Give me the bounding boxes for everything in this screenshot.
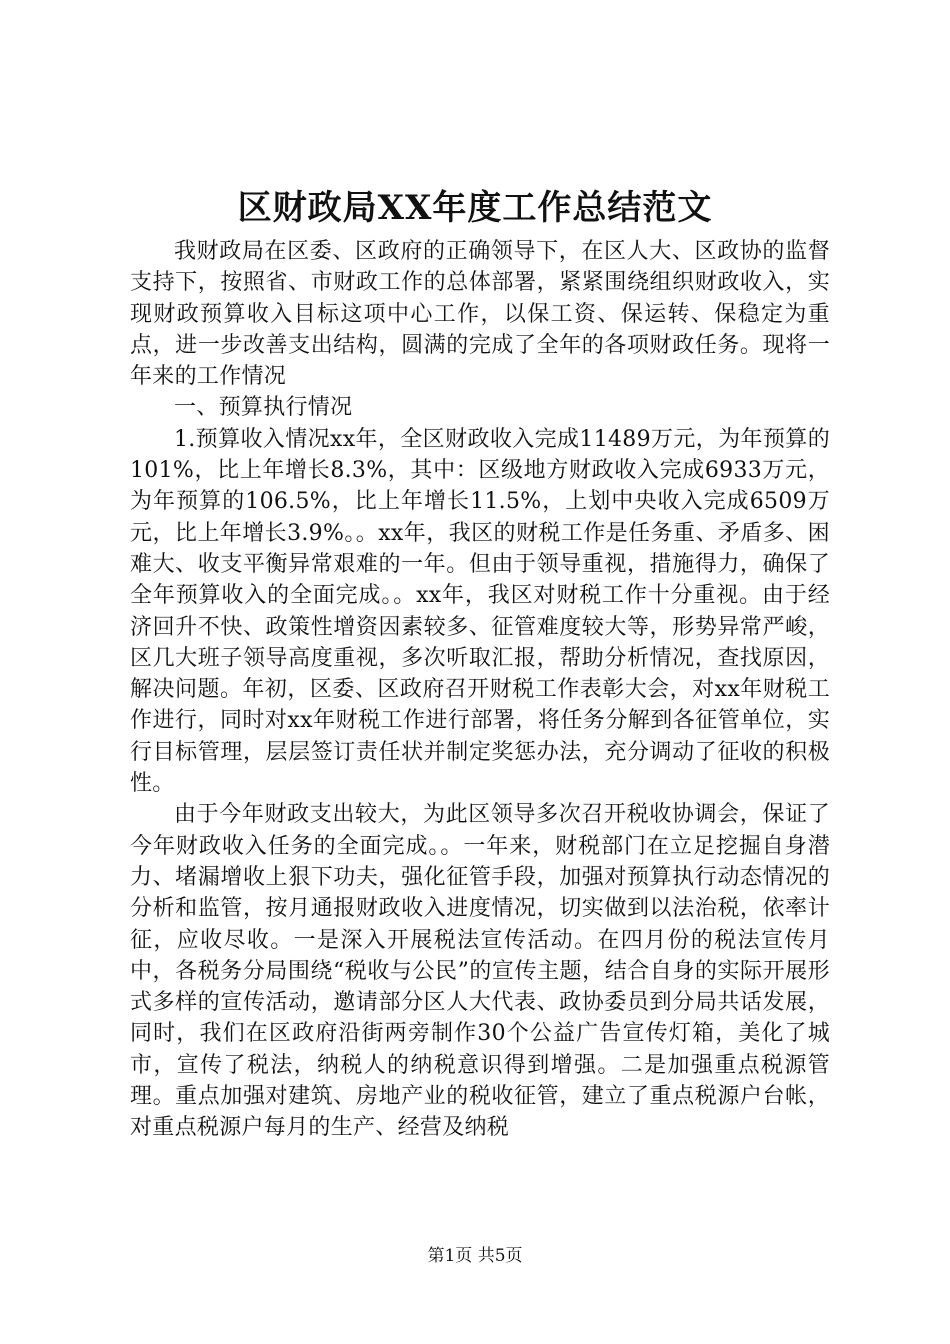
section-heading-budget-execution: 一、预算执行情况	[174, 395, 353, 421]
page-number-footer: 第1页 共5页	[427, 1246, 523, 1266]
document-title: 区财政局XX年度工作总结范文	[237, 188, 713, 228]
paragraph-intro: 我财政局在区委、区政府的正确领导下，在区人大、区政协的监督支持下，按照省、市财政工作的总体部署，紧紧围绕组织财政收入，实现财政预算收入目标这项中心工作，以保工资、保运转、保稳定为重点，进一步改善支出结构，圆满的完成了全年的各项财政任务。现将一年来的工作情况	[130, 239, 830, 390]
paragraph-budget-revenue: 1.预算收入情况xx年，全区财政收入完成11489万元，为年预算的101%，比上年增长8.3%，其中：区级地方财政收入完成6933万元，为年预算的106.5%，比上年增长11.5%，上划中央收入完成6509万元，比上年增长3.9%。。xx年，我区的财税工作是任务重、矛盾多、困难大、收支平衡异常艰难的一年。但由于领导重视，措施得力，确保了全年预算收入的全面完成。。xx年，我区对财税工作十分重视。由于经济回升不快、政策性增资因素较多、征管难度较大等，形势异常严峻，区几大班子领导高度重视，多次听取汇报，帮助分析情况，查找原因，解决问题。年初，区委、区政府召开财税工作表彰大会，对xx年财税工作进行，同时对xx年财税工作进行部署，将任务分解到各征管单位，实行目标管理，层层签订责任状并制定奖惩办法，充分调动了征收的积极性。	[130, 426, 830, 797]
paragraph-tax-measures: 由于今年财政支出较大，为此区领导多次召开税收协调会，保证了今年财政收入任务的全面完成。。一年来，财税部门在立足挖掘自身潜力、堵漏增收上狠下功夫，强化征管手段，加强对预算执行动态情况的分析和监管，按月通报财政收入进度情况，切实做到以法治税，依率计征，应收尽收。一是深入开展税法宣传活动。在四月份的税法宣传月中，各税务分局围绕“税收与公民”的宣传主题，结合自身的实际开展形式多样的宣传活动，邀请部分区人大代表、政协委员到分局共话发展，同时，我们在区政府沿街两旁制作30个公益广告宣传灯箱，美化了城市，宣传了税法，纳税人的纳税意识得到增强。二是加强重点税源管理。重点加强对建筑、房地产业的税收征管，建立了重点税源户台帐，对重点税源户每月的生产、经营及纳税	[130, 802, 830, 1141]
document-body	[130, 236, 830, 1144]
